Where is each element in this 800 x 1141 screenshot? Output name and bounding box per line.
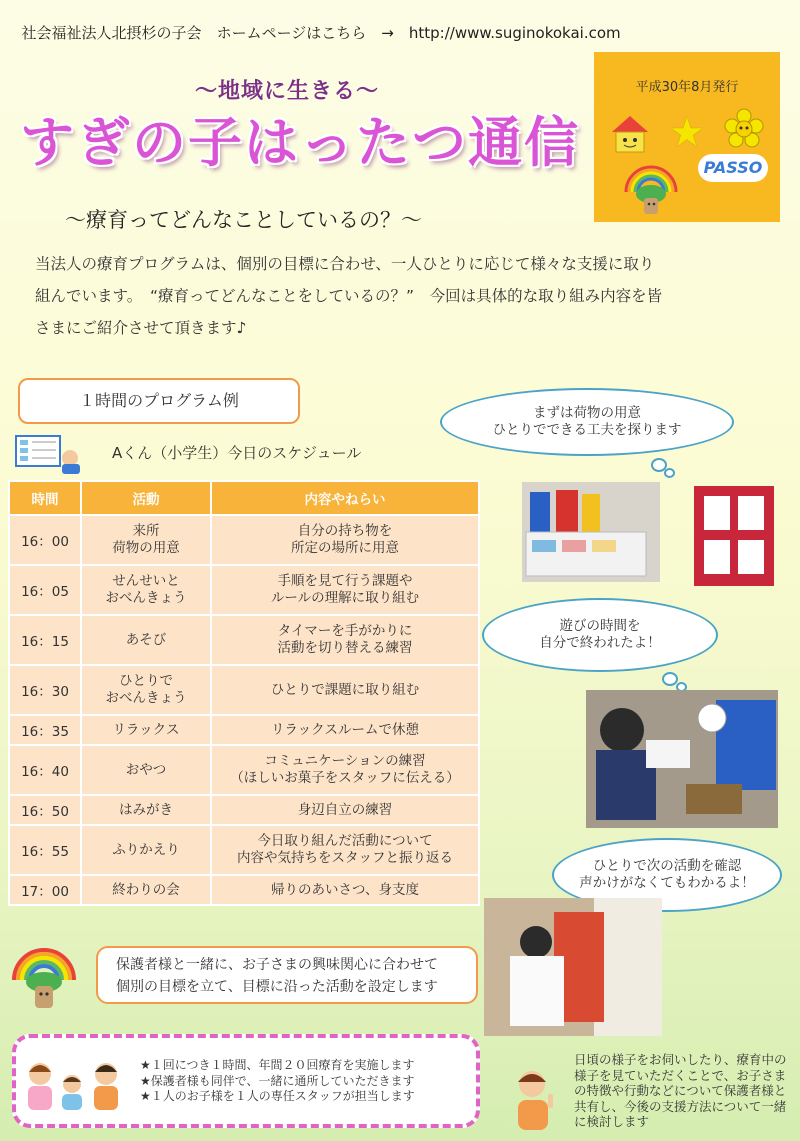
- staff-illustration-icon: [506, 1064, 562, 1132]
- rainbow-tree-mascot-icon: [8, 944, 80, 1010]
- activity-cell: せんせいと おべんきょう: [81, 565, 211, 615]
- activity-cell: 来所 荷物の用意: [81, 515, 211, 565]
- flower-mascot-icon: [724, 108, 764, 148]
- bullet-item: ★１人のお子様を１人の専任スタッフが担当します: [140, 1089, 415, 1103]
- intro-line: 当法人の療育プログラムは、個別の目標に合わせ、一人ひとりに応じて様々な支援に取り: [35, 255, 655, 273]
- family-illustration-icon: [20, 1052, 128, 1112]
- photo-child-playing: [586, 690, 778, 828]
- star-mascot-icon: ★: [669, 110, 705, 156]
- org-name: 社会福祉法人北摂杉の子会: [21, 24, 202, 42]
- activity-cell: 終わりの会: [81, 875, 211, 905]
- description-cell: タイマーを手がかりに 活動を切り替える練習: [211, 615, 479, 665]
- table-row: [9, 515, 479, 565]
- bottom-note: 日頃の様子をお伺いしたり、療育中の様子を見ていただくことで、お子さまの特徴や行動などについて保護者様と共有し、今後の支援方法について一緒に検討します: [574, 1052, 787, 1129]
- time-cell: 16：05: [9, 565, 81, 615]
- time-cell: 16：15: [9, 615, 81, 665]
- column-header: 内容やねらい: [211, 481, 479, 515]
- table-row: [9, 665, 479, 715]
- arrow-icon: →: [381, 24, 394, 42]
- time-cell: 16：55: [9, 825, 81, 875]
- passo-logo: PASSO: [698, 154, 768, 182]
- photo-child-schedule: [484, 898, 662, 1036]
- table-row: [9, 795, 479, 825]
- goal-note-line: 保護者様と一緒に、お子さまの興味関心に合わせて: [116, 957, 438, 973]
- house-mascot-icon: [610, 114, 650, 154]
- description-cell: 身辺自立の練習: [211, 795, 479, 825]
- schedule-board-icon: [14, 432, 82, 476]
- table-row: [9, 615, 479, 665]
- time-cell: 16：40: [9, 745, 81, 795]
- intro-line: さまにご紹介させて頂きます♪: [35, 319, 247, 337]
- bullet-item: ★保護者様も同伴で、一緒に通所していただきます: [140, 1073, 415, 1088]
- goal-note: [96, 946, 478, 1004]
- intro-line: 組んでいます。 “療育ってどんなことをしているの？” 今回は具体的な取り組み内容を皆: [35, 287, 663, 305]
- description-cell: ひとりで課題に取り組む: [211, 665, 479, 715]
- description-cell: 今日取り組んだ活動について 内容や気持ちをスタッフと振り返る: [211, 825, 479, 875]
- description-cell: 手順を見て行う課題や ルールの理解に取り組む: [211, 565, 479, 615]
- masthead-subtitle: ～地域に生きる～: [195, 79, 380, 104]
- activity-cell: あそび: [81, 615, 211, 665]
- header-bar: [12, 4, 621, 43]
- activity-cell: リラックス: [81, 715, 211, 745]
- schedule-table: [8, 480, 480, 906]
- photo-cards-board: [694, 486, 774, 586]
- table-header-row: [9, 481, 479, 515]
- intro-text: [35, 248, 735, 344]
- photo-shelves: [522, 482, 660, 582]
- activity-cell: おやつ: [81, 745, 211, 795]
- description-cell: 帰りのあいさつ、身支度: [211, 875, 479, 905]
- table-row: [9, 875, 479, 905]
- issue-date: 平成30年8月発行: [635, 80, 739, 95]
- info-bullets: [140, 1058, 415, 1105]
- column-header: 時間: [9, 481, 81, 515]
- table-row: [9, 715, 479, 745]
- table-row: [9, 565, 479, 615]
- bubble-tail-dot: [664, 468, 675, 478]
- homepage-label: ホームページはこちら: [216, 24, 367, 42]
- activity-cell: ひとりで おべんきょう: [81, 665, 211, 715]
- homepage-link[interactable]: http://www.suginokokai.com: [408, 24, 621, 42]
- activity-cell: はみがき: [81, 795, 211, 825]
- table-row: [9, 825, 479, 875]
- program-label: １時間のプログラム例: [18, 378, 300, 424]
- masthead-title: すぎの子はったつ通信: [20, 111, 580, 174]
- description-cell: コミュニケーションの練習 （ほしいお菓子をスタッフに伝える）: [211, 745, 479, 795]
- description-cell: リラックスルームで休憩: [211, 715, 479, 745]
- column-header: 活動: [81, 481, 211, 515]
- issue-box: [594, 52, 780, 222]
- time-cell: 16：30: [9, 665, 81, 715]
- description-cell: 自分の持ち物を 所定の場所に用意: [211, 515, 479, 565]
- speech-bubble-1: まずは荷物の用意 ひとりでできる工夫を探ります: [440, 388, 734, 456]
- time-cell: 16：35: [9, 715, 81, 745]
- section-heading: ～療育ってどんなことしているの？～: [65, 208, 422, 232]
- activity-cell: ふりかえり: [81, 825, 211, 875]
- table-row: [9, 745, 479, 795]
- time-cell: 16：00: [9, 515, 81, 565]
- rainbow-tree-mascot-icon: [620, 162, 682, 216]
- bullet-item: ★１回につき１時間、年間２０回療育を実施します: [140, 1058, 415, 1072]
- goal-note-line: 個別の目標を立て、目標に沿った活動を設定します: [116, 979, 438, 995]
- time-cell: 17：00: [9, 875, 81, 905]
- speech-bubble-3: ひとりで次の活動を確認 声かけがなくてもわかるよ！: [552, 838, 782, 912]
- schedule-title: Aくん（小学生）今日のスケジュール: [112, 444, 362, 462]
- speech-bubble-2: 遊びの時間を 自分で終われたよ！: [482, 598, 718, 672]
- time-cell: 16：50: [9, 795, 81, 825]
